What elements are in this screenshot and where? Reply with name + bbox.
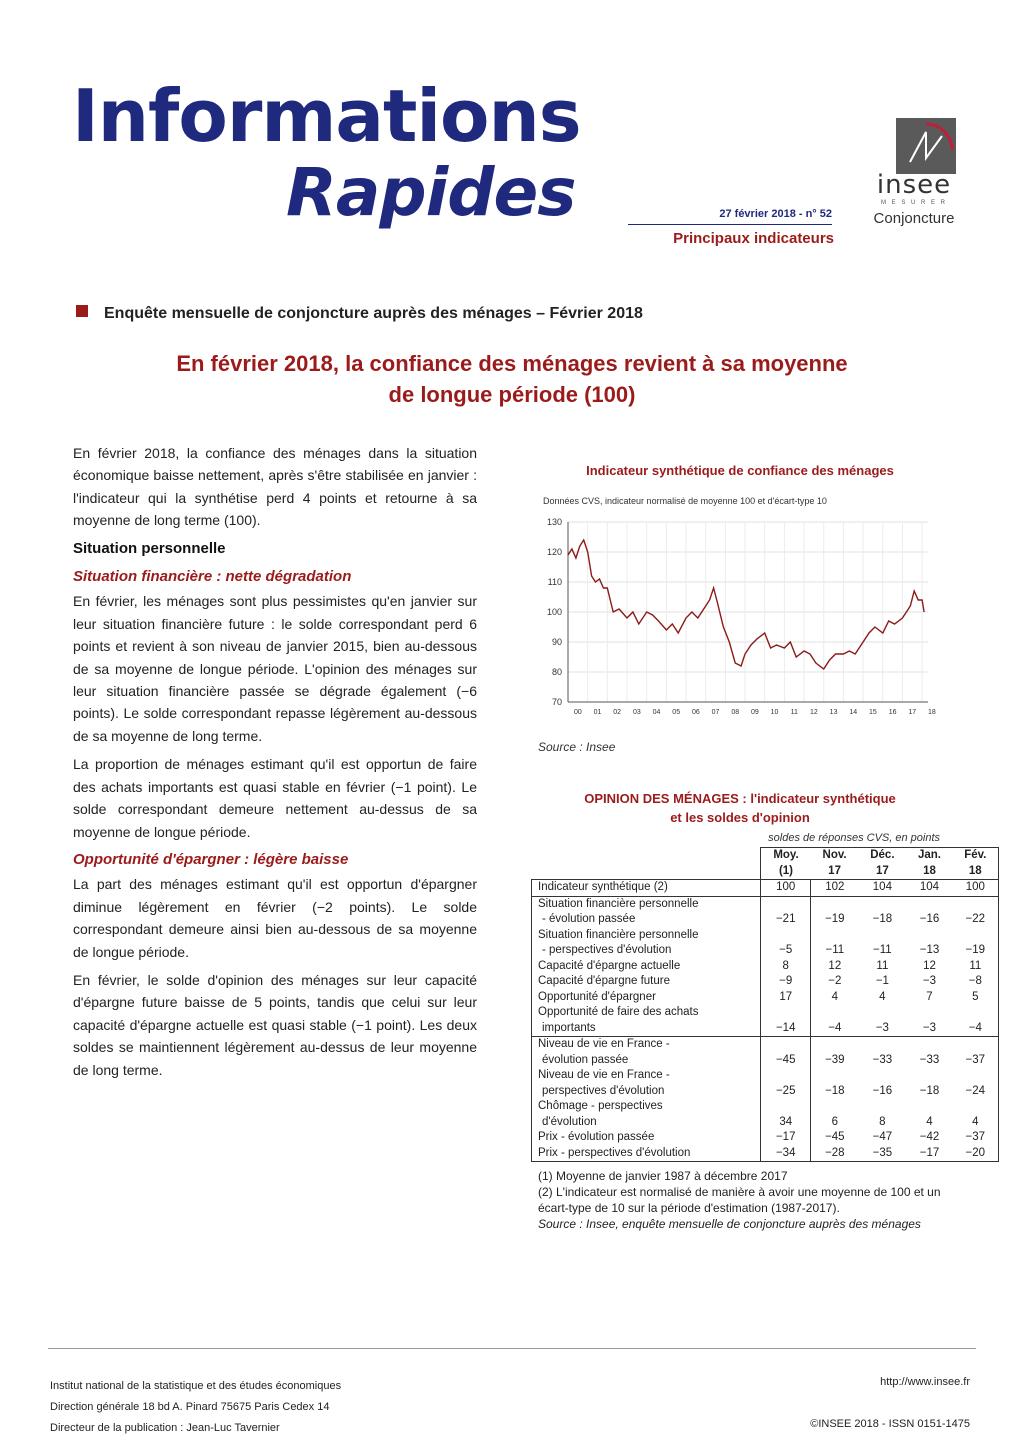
footer-address: [50, 1376, 341, 1439]
table-cell: −33: [858, 1037, 906, 1069]
table-cell: −3: [922, 975, 937, 987]
table-cell: −4: [953, 1005, 999, 1037]
table-column-header-line: Déc.: [870, 849, 895, 861]
table-cell: −5: [761, 928, 811, 959]
paragraph: La part des ménages estimant qu'il est opportun d'épargner diminue légèrement en février (−2 points). Le solde correspondant demeure ainsi bien au-dessous de sa moyenne de longue période.: [73, 876, 477, 960]
table-row-label-line: Capacité d'épargne future: [538, 975, 670, 987]
table-row-label-line: évolution passée: [542, 1053, 629, 1066]
table-cell: −18: [825, 1084, 845, 1097]
table-row: [532, 1130, 999, 1146]
table-cell: −28: [811, 1146, 859, 1162]
masthead-title-line1: Informations: [72, 74, 581, 158]
table-cell: 7: [926, 990, 933, 1003]
chart-subtitle: Données CVS, indicateur normalisé de moyenne 100 et d'écart-type 10: [543, 496, 827, 506]
table-row-label: [532, 1037, 761, 1069]
subsection-heading: Opportunité d'épargner : légère baisse: [73, 850, 349, 868]
table-cell: 34: [761, 1099, 811, 1130]
y-tick-label: 70: [551, 697, 562, 707]
table-cell: −14: [761, 1005, 811, 1037]
x-tick-label: 18: [928, 709, 936, 716]
issue-date: 27 février 2018 - n° 52: [719, 208, 832, 220]
table-cell: 8: [761, 959, 811, 975]
table-row-label-line: Prix - évolution passée: [538, 1131, 655, 1143]
footer-copyright: ©INSEE 2018 - ISSN 0151-1475: [810, 1418, 970, 1430]
table-cell: 100: [761, 880, 811, 897]
table-cell: −45: [761, 1037, 811, 1069]
section-label: Principaux indicateurs: [673, 230, 834, 247]
opinion-table: [531, 847, 999, 1162]
x-tick-label: 03: [632, 709, 641, 716]
table-row-label: [532, 1068, 761, 1099]
x-tick-label: 07: [711, 709, 720, 716]
table-column-header: [811, 848, 859, 880]
table-row-label: [532, 990, 761, 1006]
table-column-header-line: 18: [923, 864, 936, 877]
headline: [100, 348, 924, 410]
table-cell: 100: [953, 880, 999, 897]
x-tick-label: 10: [770, 709, 779, 716]
table-cell: −24: [953, 1068, 999, 1099]
x-tick-label: 16: [888, 709, 897, 716]
table-column-header-line: Fév.: [964, 849, 987, 861]
table-column-header: [858, 848, 906, 880]
footer-url-link[interactable]: http://www.insee.fr: [880, 1376, 970, 1388]
table-cell: −20: [953, 1146, 999, 1162]
table-row-label-line: Chômage - perspectives: [538, 1100, 663, 1112]
table-cell: −18: [858, 896, 906, 928]
table-cell: 8: [879, 1115, 886, 1128]
logo-name: insee: [876, 170, 952, 200]
table-cell: −25: [761, 1068, 811, 1099]
y-tick-label: 80: [551, 667, 562, 677]
table-row: [532, 990, 999, 1006]
section-heading: Situation personnelle: [73, 539, 226, 557]
x-tick-label: 11: [790, 709, 798, 716]
table-row: [532, 928, 999, 959]
bullet-square-icon: [76, 305, 88, 317]
table-row-label-line: Situation financière personnelle: [538, 928, 699, 941]
table-row-label: [532, 1130, 761, 1146]
table-row-label-line: perspectives d'évolution: [542, 1084, 665, 1097]
table-cell: 12: [828, 959, 842, 972]
table-cell: −19: [953, 928, 999, 959]
y-tick-label: 110: [547, 577, 562, 587]
table-cell: 17: [761, 990, 811, 1006]
x-tick-label: 02: [613, 709, 622, 716]
table-cell: −17: [761, 1130, 811, 1146]
table-cell: −3: [875, 1021, 889, 1034]
table-column-header-line: 17: [875, 864, 889, 877]
table-cell: 5: [953, 990, 999, 1006]
table-cell: −13: [919, 944, 940, 956]
body-column: [73, 442, 477, 1087]
table-row-label: [532, 959, 761, 975]
table-title-line1: OPINION DES MÉNAGES : l'indicateur synthétique: [584, 791, 896, 806]
table-row-label-line: Capacité d'épargne actuelle: [538, 959, 681, 972]
table-row: [532, 896, 999, 928]
table-row-label: [532, 928, 761, 959]
x-tick-label: 17: [908, 709, 917, 716]
table-cell: −8: [953, 974, 999, 990]
insee-logo-icon: [896, 118, 956, 174]
table-cell: 11: [953, 959, 999, 975]
subsection-heading: Situation financière : nette dégradation: [73, 568, 352, 586]
table-cell: −37: [953, 1037, 999, 1069]
table-row-label-line: Situation financière personnelle: [538, 897, 699, 910]
paragraph: En février, les ménages sont plus pessimistes qu'en janvier sur leur situation financière future : le solde correspondant perd 6 points et revient à son niveau de janvier 2015, bien au-dessous de sa moyenne de longue période. L'opinion des ménages sur leur situation financière passée se dégrade également (−6 points). Le solde correspondant repasse légèrement au-dessous de sa moyenne de long terme.: [73, 593, 477, 744]
confidence-line-chart: [530, 512, 940, 722]
table-row-label-line: Opportunité d'épargner: [538, 990, 656, 1003]
table-cell: −39: [811, 1037, 859, 1069]
table-row-label-line: Niveau de vie en France -: [538, 1038, 670, 1050]
table-column-header-line: Jan.: [917, 849, 941, 861]
table-row-label-line: Prix - perspectives d'évolution: [538, 1146, 691, 1159]
table-column-header: [761, 848, 811, 880]
table-cell: 4: [926, 1115, 933, 1128]
table-cell: −16: [906, 896, 952, 928]
table-row-label-line: Niveau de vie en France -: [538, 1069, 670, 1081]
chart-title: Indicateur synthétique de confiance des ménages: [586, 463, 894, 478]
table-row-label-line: Indicateur synthétique (2): [538, 881, 668, 893]
chart-source: Source : Insee: [538, 740, 616, 754]
table-row-label: [532, 1146, 761, 1162]
x-tick-label: 09: [750, 709, 759, 716]
table-cell: −17: [906, 1146, 952, 1162]
table-cell: −4: [828, 1021, 842, 1034]
table-row-label: [532, 896, 761, 928]
table-row-label-line: - évolution passée: [542, 913, 636, 925]
table-cell: −16: [872, 1084, 893, 1097]
masthead-title-line2: Rapides: [286, 154, 576, 231]
footer-line2: Direction générale 18 bd A. Pinard 75675 Paris Cedex 14: [50, 1401, 330, 1413]
intro-paragraph: En février 2018, la confiance des ménages dans la situation économique baisse nettement, après s'être stabilisée en janvier : l'indicateur qui la synthétise perd 4 points et retourne à sa moyenne de long terme (100).: [73, 445, 477, 529]
logo-tagline: M E S U R E R: [880, 200, 947, 206]
table-row-label-line: importants: [542, 1021, 596, 1034]
table-cell: −3: [922, 1021, 937, 1034]
table-row-label: [532, 880, 761, 897]
table-column-header-line: Moy.: [773, 849, 799, 861]
survey-title: Enquête mensuelle de conjoncture auprès des ménages – Février 2018: [104, 305, 643, 322]
table-cell: 104: [858, 880, 906, 897]
x-tick-label: 05: [672, 709, 681, 716]
table-cell: −45: [825, 1131, 845, 1143]
table-cell: −22: [953, 896, 999, 928]
x-tick-label: 13: [829, 709, 838, 716]
table-cell: −35: [858, 1146, 906, 1162]
headline-line2: de longue période (100): [388, 382, 636, 407]
x-tick-label: 08: [731, 709, 740, 716]
table-row: [532, 959, 999, 975]
footer-line1: Institut national de la statistique et des études économiques: [50, 1380, 342, 1392]
table-notes: [538, 1168, 948, 1232]
paragraph: La proportion de ménages estimant qu'il est opportun de faire des achats importants est quasi stable en février (−1 point). Le solde correspondant demeure nettement au-dessus de sa moyenne de longue période.: [73, 756, 477, 840]
table-cell: 102: [811, 880, 859, 897]
table-row: [532, 1099, 999, 1130]
confidence-series-line: [568, 540, 924, 669]
footer-rule: [48, 1348, 976, 1349]
table-row-label: [532, 1005, 761, 1037]
table-cell: −47: [872, 1131, 893, 1143]
x-tick-label: 01: [593, 709, 602, 716]
x-tick-label: 15: [869, 709, 877, 716]
y-tick-label: 120: [546, 547, 562, 557]
headline-line1: En février 2018, la confiance des ménages revient à sa moyenne: [176, 351, 848, 376]
table-column-header-line: (1): [778, 864, 794, 877]
table-cell: 104: [906, 880, 952, 897]
table-cell: 4: [879, 990, 886, 1003]
footer-line3: Directeur de la publication : Jean-Luc Tavernier: [50, 1422, 280, 1434]
table-title-line2: et les soldes d'opinion: [670, 810, 810, 825]
table-column-header-line: 17: [828, 864, 841, 877]
table-row-label-line: - perspectives d'évolution: [542, 944, 672, 956]
table-row: [532, 1037, 999, 1069]
x-tick-label: 04: [652, 709, 661, 716]
table-cell: −19: [811, 896, 859, 928]
table-cell: 4: [953, 1099, 999, 1130]
table-row: [532, 1068, 999, 1099]
table-column-header: [906, 848, 952, 880]
table-row-label-line: d'évolution: [542, 1115, 597, 1128]
table-column-header-line: Nov.: [822, 849, 847, 861]
table-row-label-line: Opportunité de faire des achats: [538, 1006, 699, 1018]
x-tick-label: 00: [573, 709, 582, 716]
table-cell: −11: [825, 944, 845, 956]
table-cell: −11: [873, 944, 892, 956]
table-row: [532, 1005, 999, 1037]
x-tick-label: 14: [849, 709, 858, 716]
table-title: [540, 789, 940, 827]
y-tick-label: 130: [546, 517, 562, 527]
table-cell: 4: [831, 990, 839, 1003]
table-note-1: (1) Moyenne de janvier 1987 à décembre 2017: [538, 1169, 788, 1183]
table-unit: soldes de réponses CVS, en points: [768, 832, 940, 844]
table-row: [532, 974, 999, 990]
logo-subtitle: Conjoncture: [873, 210, 955, 227]
table-cell: 12: [923, 959, 936, 972]
x-tick-label: 06: [691, 709, 700, 716]
table-cell: −18: [919, 1084, 940, 1097]
header-rule: [628, 224, 832, 225]
table-note-2: (2) L'indicateur est normalisé de manière à avoir une moyenne de 100 et un écart-type de 10 sur la période d'estimation (1987-2017).: [538, 1185, 941, 1215]
table-column-header-line: 18: [968, 864, 982, 877]
y-tick-label: 90: [551, 637, 562, 647]
table-cell: −37: [953, 1130, 999, 1146]
table-column-header: [953, 848, 999, 880]
table-source: Source : Insee, enquête mensuelle de conjoncture auprès des ménages: [538, 1217, 921, 1231]
paragraph: En février, le solde d'opinion des ménages sur leur capacité d'épargne future baisse de 5 points, tandis que celui sur leur capacité d'épargne actuelle est quasi stable (−1 point). Les deux soldes se maintiennent légèrement au-dessus de leur moyenne de long terme.: [73, 971, 477, 1078]
table-cell: −1: [875, 975, 889, 987]
table-row: [532, 1146, 999, 1162]
table-row-label: [532, 974, 761, 990]
table-cell: −33: [906, 1037, 952, 1069]
table-cell: 6: [831, 1115, 839, 1128]
table-cell: −2: [828, 975, 842, 987]
table-cell: −9: [761, 974, 811, 990]
table-cell: −42: [919, 1131, 940, 1143]
table-row-label: [532, 1099, 761, 1130]
x-tick-label: 12: [810, 709, 818, 716]
table-cell: −34: [761, 1146, 811, 1162]
y-tick-label: 100: [546, 607, 562, 617]
table-cell: 11: [876, 959, 889, 972]
table-row: [532, 880, 999, 897]
table-cell: −21: [761, 896, 811, 928]
